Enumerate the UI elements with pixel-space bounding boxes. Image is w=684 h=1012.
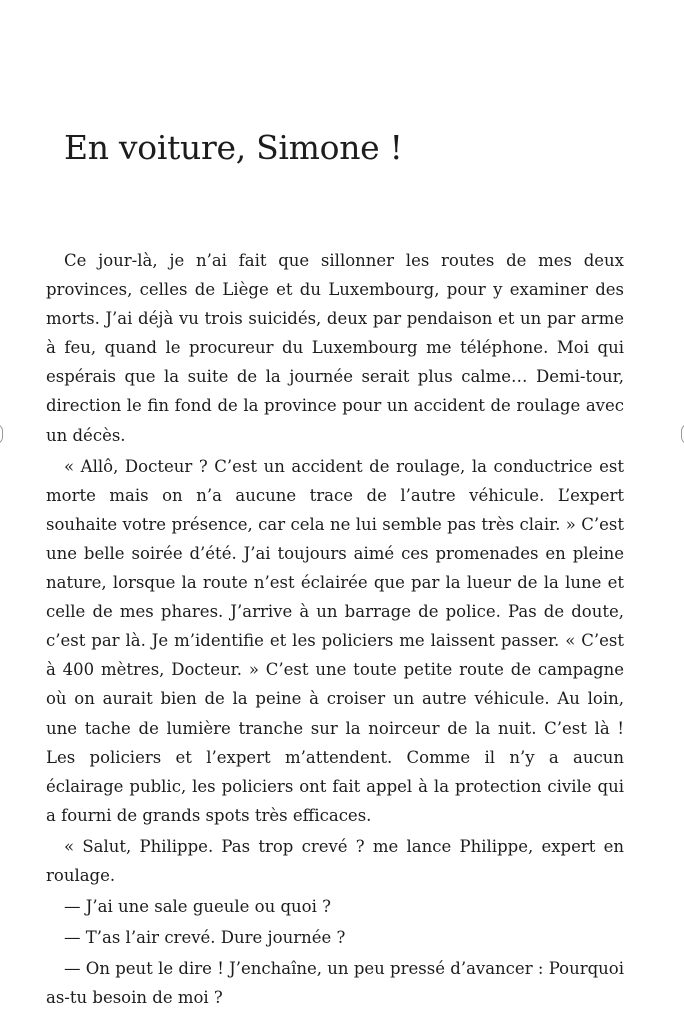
chapter-title: En voiture, Simone ! xyxy=(64,128,403,167)
chapter-body xyxy=(46,246,624,1012)
paragraph: « Allô, Docteur ? C’est un accident de roulage, la conductrice est morte mais on n’a aucune trace de l’autre véhicule. L’expert souhaite votre présence, car cela ne lui semble pas très clair. » C’est une belle soirée d’été. J’ai toujours aimé ces promenades en pleine nature, lorsque la route n’est éclairée que par la lueur de la lune et celle de mes phares. J’arrive à un barrage de police. Pas de doute, c’est par là. Je m’identifie et les policiers me laissent passer. « C’est à 400 mètres, Docteur. » C’est une toute petite route de campagne où on aurait bien de la peine à croiser un autre véhicule. Au loin, une tache de lumière tranche sur la noirceur de la nuit. C’est là ! Les policiers et l’expert m’attendent. Comme il n’y a aucun éclairage public, les policiers ont fait appel à la protection civile qui a fourni de grands spots très efficaces. xyxy=(46,456,624,825)
paragraph: Ce jour-là, je n’ai fait que sillonner les routes de mes deux provinces, celles de Liège et du Luxembourg, pour y examiner des morts. J’ai déjà vu trois suicidés, deux par pendaison et un par arme à feu, quand le procureur du Luxembourg me téléphone. Moi qui espérais que la suite de la journée serait plus calme… Demi-tour, direction le fin fond de la province pour un accident de roulage avec un décès. xyxy=(46,251,624,445)
previous-page-handle[interactable] xyxy=(0,424,3,444)
paragraph: — J’ai une sale gueule ou quoi ? xyxy=(64,897,331,917)
paragraph: — On peut le dire ! J’enchaîne, un peu pressé d’avancer : Pourquoi as-tu besoin de moi ? xyxy=(46,959,624,1008)
paragraph: — T’as l’air crevé. Dure journée ? xyxy=(64,928,346,948)
paragraph: « Salut, Philippe. Pas trop crevé ? me lance Philippe, expert en roulage. xyxy=(46,836,624,885)
